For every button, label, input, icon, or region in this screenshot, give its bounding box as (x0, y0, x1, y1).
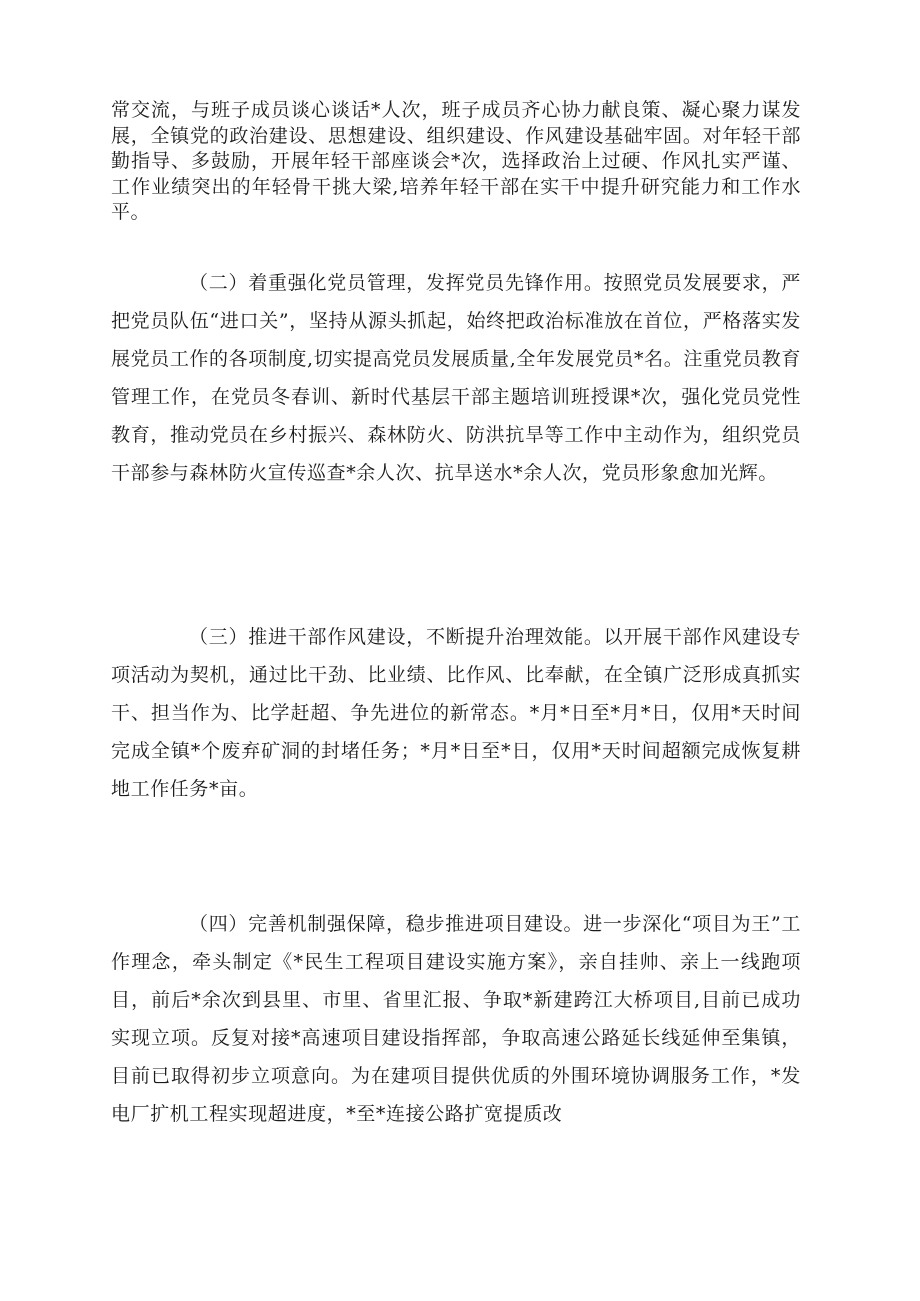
paragraph-cadre-work-style: （三）推进干部作风建设，不断提升治理效能。以开展干部作风建设专项活动为契机，通过比干劲、比业绩、比作风、比奉献，在全镇广泛形成真抓实干、担当作为、比学赶超、争先进位的新常态。*月*日至*月*日，仅用*天时间完成全镇*个废弃矿洞的封堵任务；*月*日至*日，仅用*天时间超额完成恢复耕地工作任务*亩。 (111, 626, 801, 800)
paragraph-project-construction: （四）完善机制强保障，稳步推进项目建设。进一步深化“项目为王”工作理念，牵头制定《*民生工程项目建设实施方案》，亲自挂帅、亲上一线跑项目，前后*余次到县里、市里、省里汇报、争取*新建跨江大桥项目,目前已成功实现立项。反复对接*高速项目建设指挥部，争取高速公路延长线延伸至集镇，目前已取得初步立项意向。为在建项目提供优质的外围环境协调服务工作，*发电厂扩机工程实现超进度，*至*连接公路扩宽提质改 (111, 913, 801, 1125)
paragraph-cadre-communication: 常交流，与班子成员谈心谈话*人次，班子成员齐心协力献良策、凝心聚力谋发展，全镇党的政治建设、思想建设、组织建设、作风建设基础牢固。对年轻干部勤指导、多鼓励，开展年轻干部座谈会*次，选择政治上过硬、作风扎实严谨、工作业绩突出的年轻骨干挑大梁,培养年轻干部在实干中提升研究能力和工作水平。 (111, 99, 801, 223)
paragraph-party-member-management: （二）着重强化党员管理，发挥党员先锋作用。按照党员发展要求，严把党员队伍“进口关”，坚持从源头抓起，始终把政治标准放在首位，严格落实发展党员工作的各项制度,切实提高党员发展质量,全年发展党员*名。注重党员教育管理工作，在党员冬春训、新时代基层干部主题培训班授课*次，强化党员党性教育，推动党员在乡村振兴、森林防火、防洪抗旱等工作中主动作为，组织党员干部参与森林防火宣传巡查*余人次、抗旱送水*余人次，党员形象愈加光辉。 (111, 272, 801, 484)
